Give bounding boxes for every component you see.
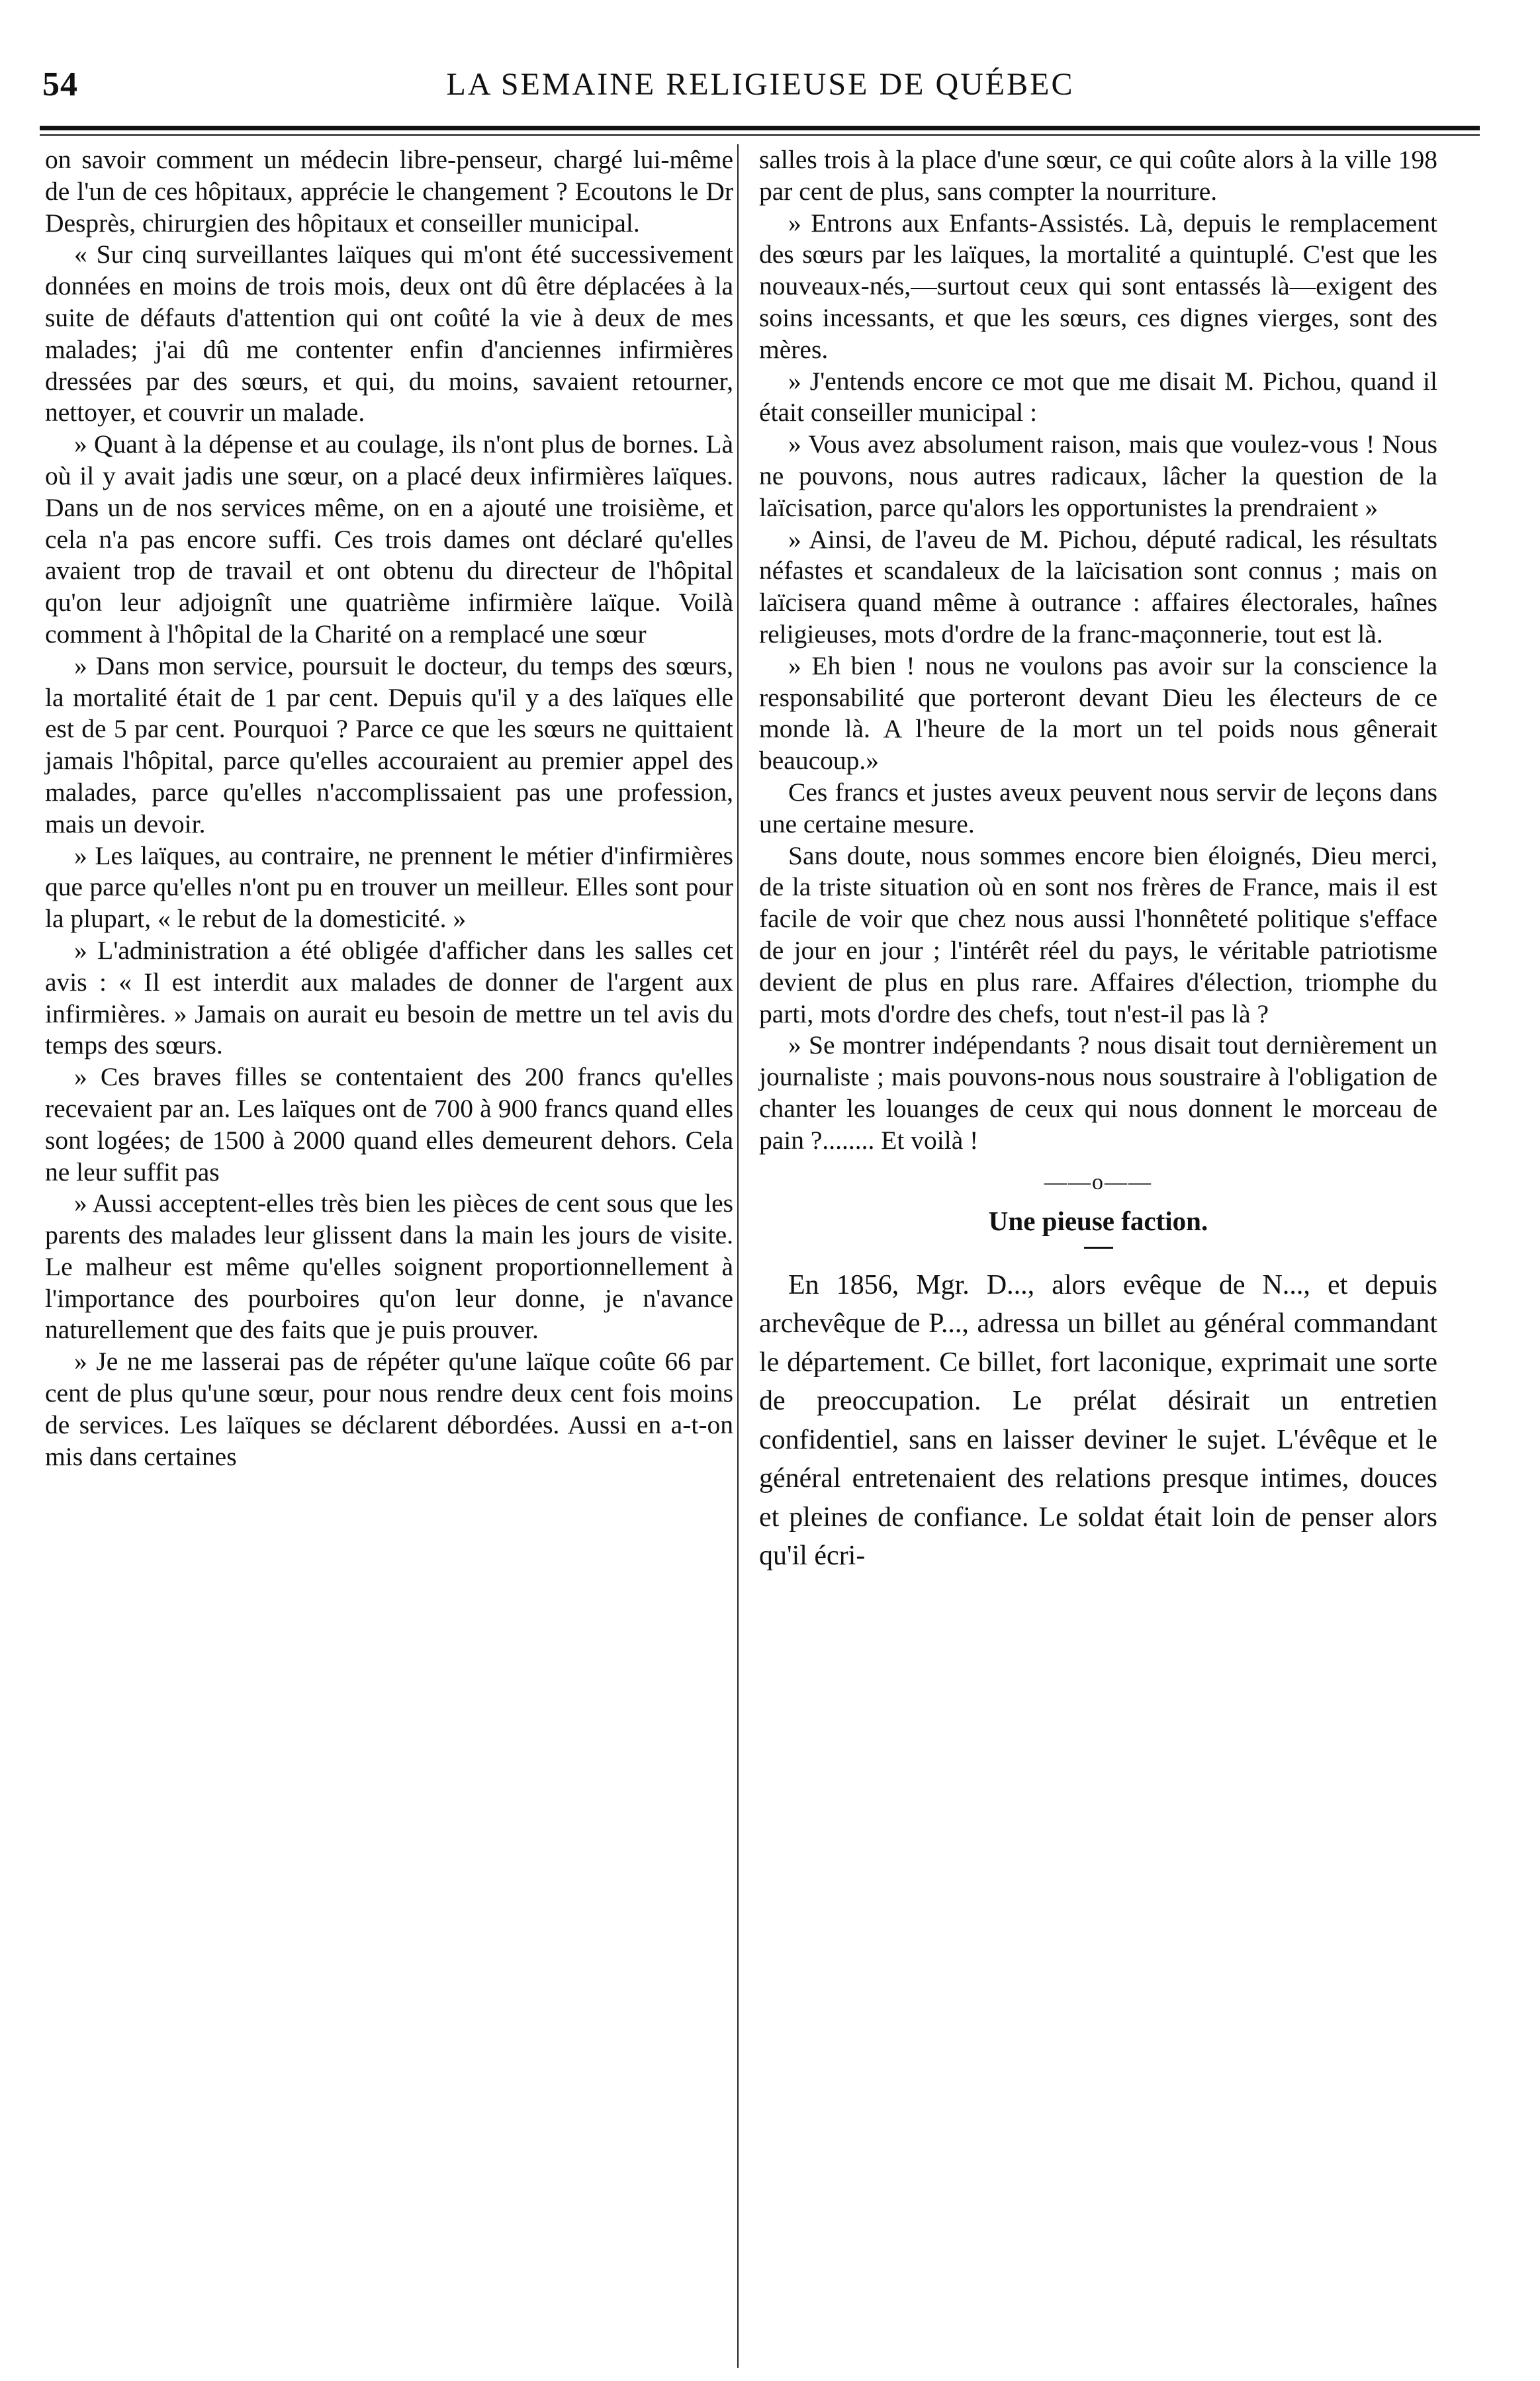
paragraph: » Eh bien ! nous ne voulons pas avoir sur la conscience la responsabilité que porteront devant Dieu les électeurs de ce monde là. A l'heure de la mort un tel poids nous gênerait beaucoup.» [759,651,1437,776]
paragraph: » Se montrer indépendants ? nous disait tout dernièrement un journaliste ; mais pouvons-nous nous soustraire à l'obligation de chanter les louanges de ceux qui nous donnent le morceau de pain ?........ Et voilà ! [759,1030,1437,1155]
paragraph: Sans doute, nous sommes encore bien éloignés, Dieu merci, de la triste situation où en sont nos frères de France, mais il est facile de voir que chez nous aussi l'honnêteté politique s'efface de jour en jour ; l'intérêt réel du pays, le véritable patriotisme devient de plus en plus rare. Affaires d'élection, triomphe du parti, mots d'ordre des chefs, tout n'est-il pas là ? [759,840,1437,1028]
paragraph: » Je ne me lasserai pas de répéter qu'une laïque coûte 66 par cent de plus qu'une sœur, pour nous rendre deux cent fois moins de services. Les laïques se déclarent débordées. Aussi en a-t-on mis dans certaines [45,1347,733,1471]
right-column [759,144,1437,1576]
title-rule [1084,1247,1113,1249]
paragraph: on savoir comment un médecin libre-penseur, chargé lui-même de l'un de ces hôpitaux, apprécie le changement ? Ecoutons le Dr Desprès, chirurgien des hôpitaux et conseiller municipal. [45,145,733,238]
column-divider [737,144,739,2368]
paragraph: » J'entends encore ce mot que me disait M. Pichou, quand il était conseiller municipal : [759,366,1437,427]
paragraph: » Quant à la dépense et au coulage, ils n'ont plus de bornes. Là où il y avait jadis une sœur, on a placé deux infirmières laïques. Dans un de nos services même, on en a ajouté une troisième, et cela n'a pas encore suffi. Ces trois dames ont déclaré qu'elles avaient trop de travail et ont obtenu du directeur de l'hôpital qu'on leur adjoignît une quatrième infirmière laïque. Voilà comment à l'hôpital de la Charité on a remplacé une sœur [45,429,733,649]
paragraph: » Vous avez absolument raison, mais que voulez-vous ! Nous ne pouvons, nous autres radicaux, lâcher la question de la laïcisation, parce qu'alors les opportunistes la prendraient » [759,429,1437,522]
section-title: Une pieuse faction. [988,1205,1208,1236]
paragraph: » L'administration a été obligée d'afficher dans les salles cet avis : « Il est interdit aux malades de donner de l'argent aux infirmières. » Jamais on aurait eu besoin de mettre un tel avis du temps des sœurs. [45,935,733,1060]
paragraph: « Sur cinq surveillantes laïques qui m'ont été successivement données en moins de trois mois, deux ont dû être déplacées à la suite de défauts d'attention qui ont coûté la vie à deux de mes malades; j'ai dû me contenter enfin d'anciennes infirmières dressées par des sœurs, et qui, du moins, savaient retourner, nettoyer, et couvrir un malade. [45,240,733,427]
header-rule-thick [40,126,1480,130]
paragraph: » Dans mon service, poursuit le docteur, du temps des sœurs, la mortalité était de 1 par cent. Depuis qu'il y a des laïques elle est de 5 par cent. Pourquoi ? Parce ce que les sœurs ne quittaient jamais l'hôpital, parce qu'elles accouraient au premier appel des malades, parce qu'elles n'accomplissaient pas une profession, mais un devoir. [45,651,733,838]
page-number: 54 [42,66,78,103]
paragraph: salles trois à la place d'une sœur, ce qui coûte alors à la ville 198 par cent de plus, sans compter la nourriture. [759,145,1437,206]
paragraph: » Ainsi, de l'aveu de M. Pichou, député radical, les résultats néfastes et scandaleux de la laïcisation sont connus ; mais on laïcisera quand même à outrance : affaires électorales, haînes religieuses, mots d'ordre de la franc-maçonnerie, tout est là. [759,524,1437,649]
running-title: LA SEMAINE RELIGIEUSE DE QUÉBEC [446,67,1075,102]
paragraph: Ces francs et justes aveux peuvent nous servir de leçons dans une certaine mesure. [759,777,1437,838]
page-header [42,62,1478,115]
paragraph: » Entrons aux Enfants-Assistés. Là, depuis le remplacement des sœurs par les laïques, la mortalité a quintuplé. C'est que les nouveaux-nés,—surtout ceux qui sont entassés là—exigent des soins incessants, et que les sœurs, ces dignes vierges, sont des mères. [759,208,1437,364]
paragraph: » Les laïques, au contraire, ne prennent le métier d'infirmières que parce qu'elles n'ont pu en trouver un meilleur. Elles sont pour la plupart, « le rebut de la domesticité. » [45,840,733,934]
left-column [45,144,733,1472]
header-rule-thin [40,134,1480,136]
paragraph: » Ces braves filles se contentaient des 200 francs qu'elles recevaient par an. Les laïques ont de 700 à 900 francs quand elles sont logées; de 1500 à 2000 quand elles demeurent dehors. Cela ne leur suffit pas [45,1062,733,1187]
section-paragraph: En 1856, Mgr. D..., alors evêque de N..., et depuis archevêque de P..., adressa un billet au général commandant le département. Ce billet, fort laconique, exprimait une sorte de preoccupation. Le prélat désirait un entretien confidentiel, sans en laisser deviner le sujet. L'évêque et le général entretenaient des relations presque intimes, douces et pleines de confiance. Le soldat était loin de penser alors qu'il écri- [759,1269,1437,1571]
section-separator: ——o—— [1044,1169,1152,1194]
paragraph: » Aussi acceptent-elles très bien les pièces de cent sous que les parents des malades leur glissent dans la main les jours de visite. Le malheur est même qu'elles soignent proportionnellement à l'importance des pourboires qu'on leur donne, je n'avance naturellement que des faits que je puis prouver. [45,1189,733,1345]
